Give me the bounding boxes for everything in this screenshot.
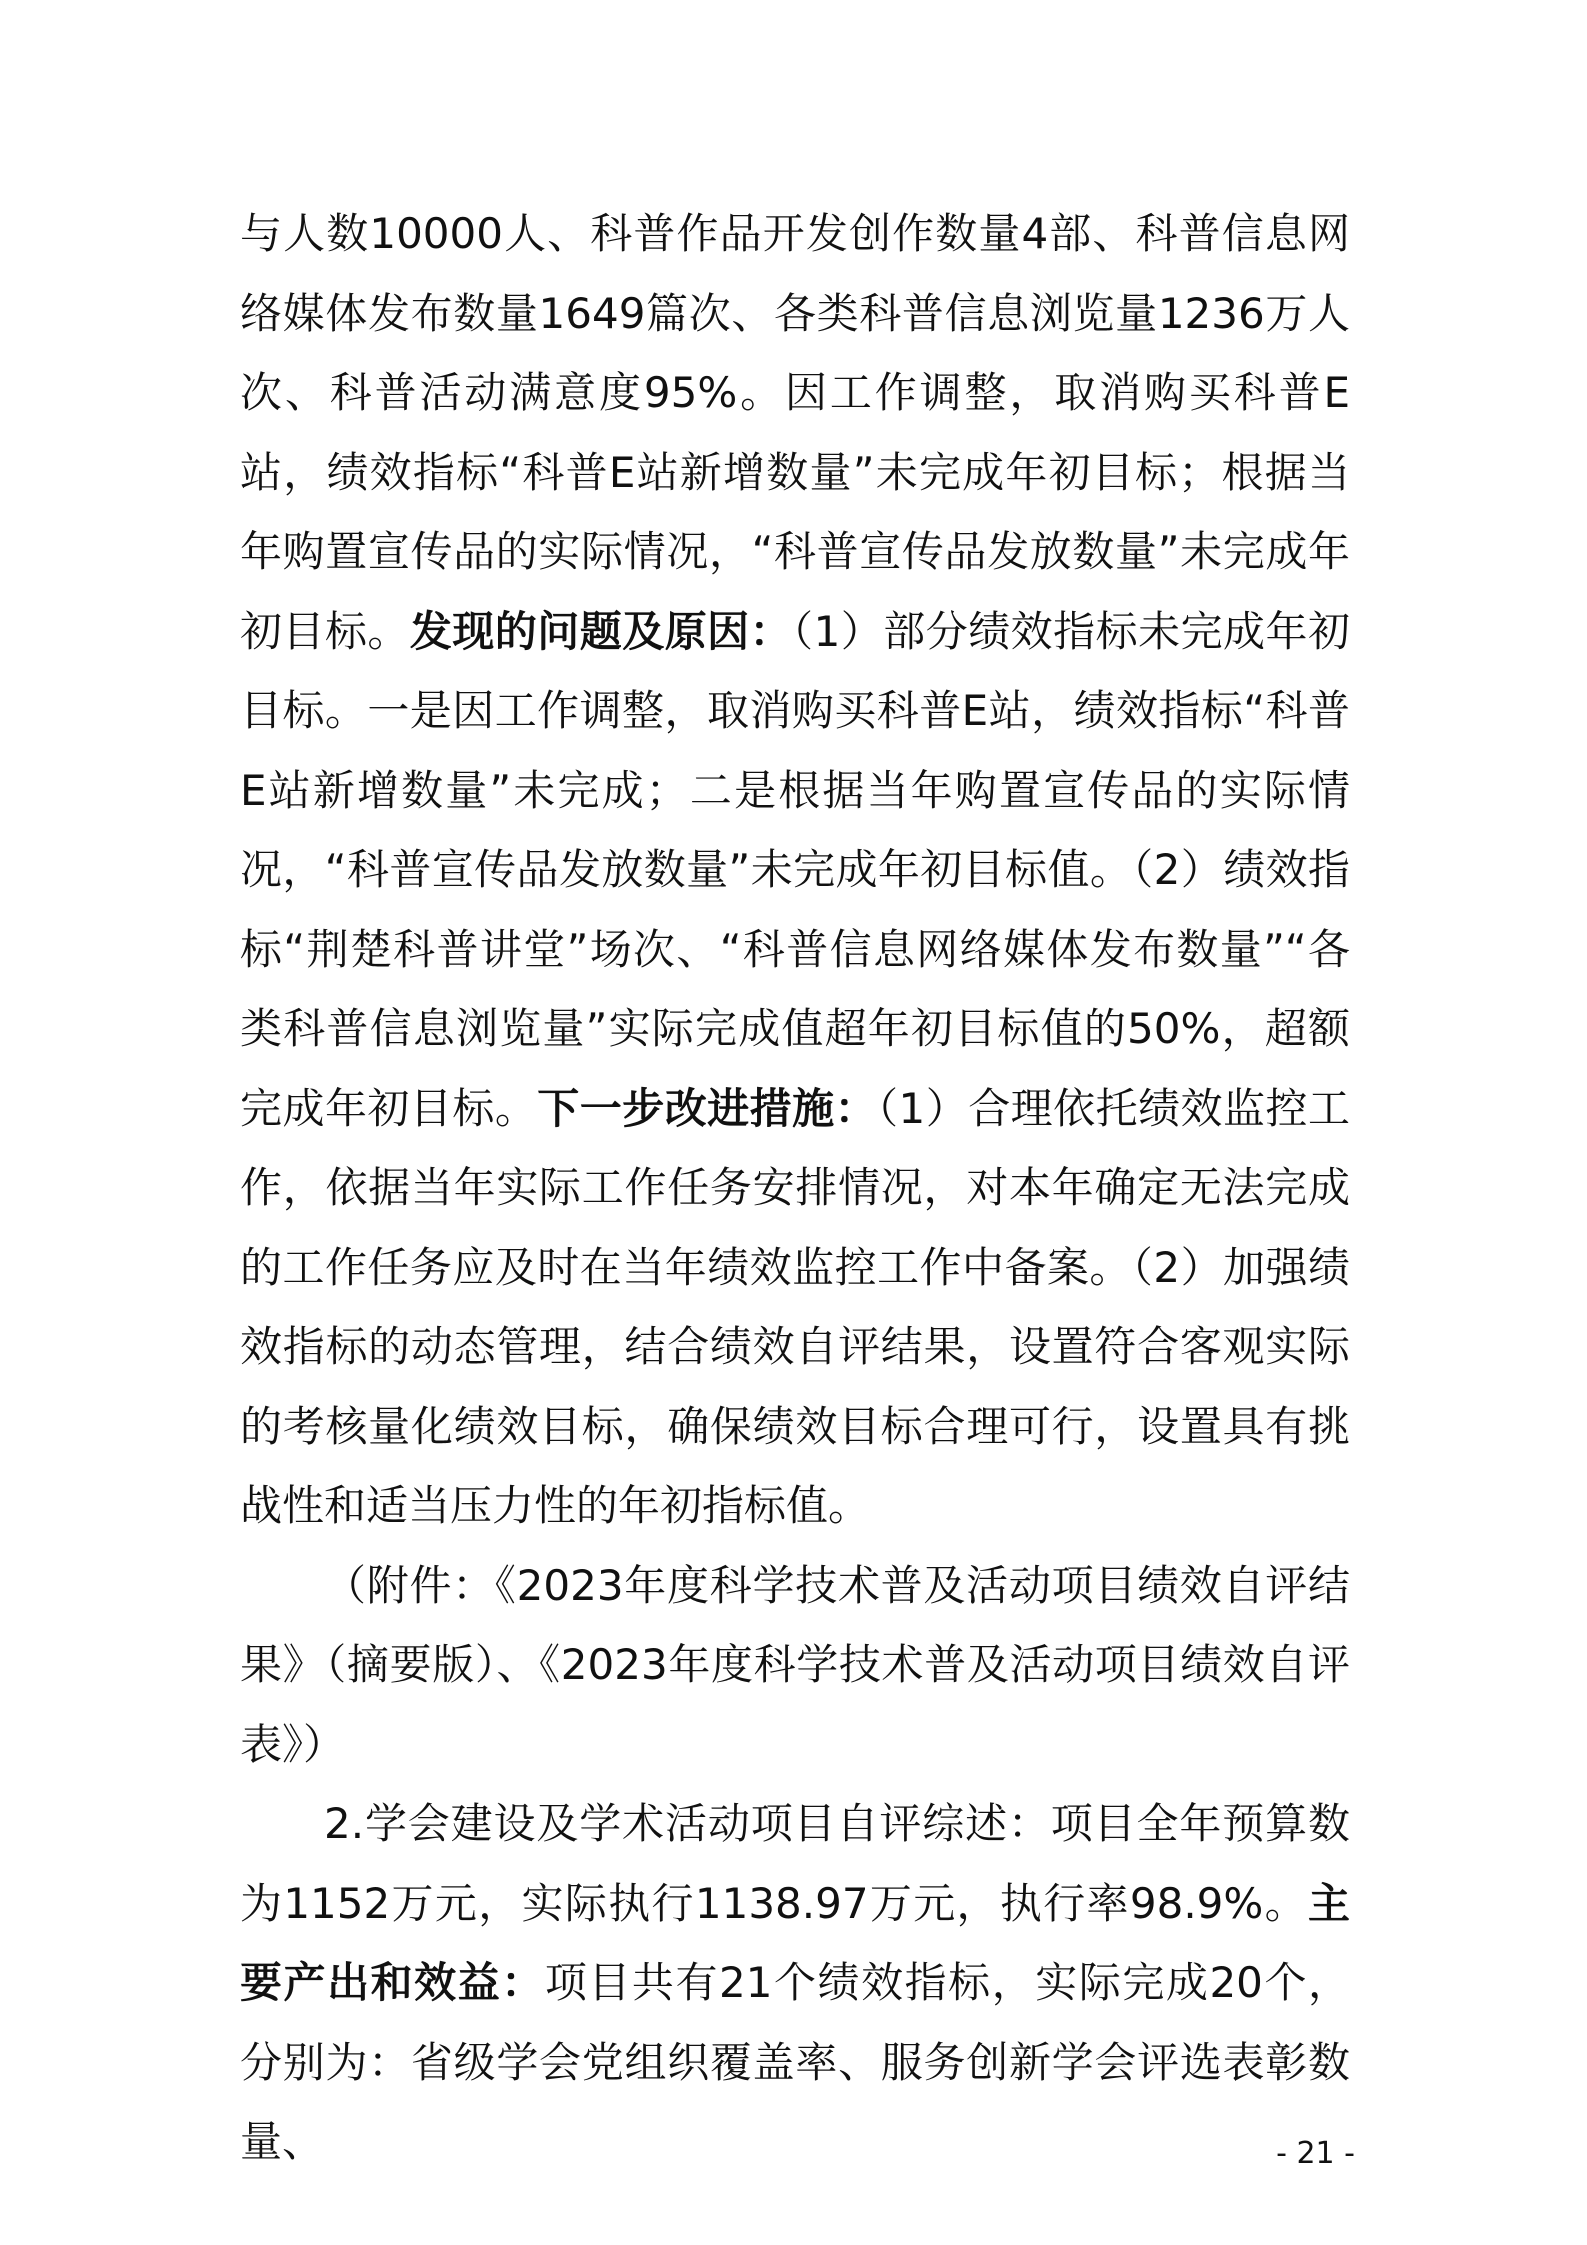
heading-problems-and-causes: 发现的问题及原因： <box>409 606 793 656</box>
heading-main-outputs: 主要产出和效益： <box>240 1878 1350 2007</box>
heading-next-steps: 下一步改进措施： <box>537 1083 878 1133</box>
paragraph-3-run-3: 项目共有21个绩效指标，实际完成20个，分别为：省级学会党组织覆盖率、服务创新学会评选表彰数量、 <box>240 1958 1350 2166</box>
paragraph-attachment <box>240 1546 1350 1785</box>
paragraph-1-run-3: （1）部分绩效指标未完成年初目标。一是因工作调整，取消购买科普E站，绩效指标“科普E站新增数量”未完成；二是根据当年购置宣传品的实际情况，“科普宣传品发放数量”未完成年初目标值。（2）绩效指标“荆楚科普讲堂”场次、“科普信息网络媒体发布数量”“各类科普信息浏览量”实际完成值超年初目标值的50%，超额完成年初目标。 <box>240 606 1350 1133</box>
paragraph-1-run-5: （1）合理依托绩效监控工作，依据当年实际工作任务安排情况，对本年确定无法完成的工作任务应及时在当年绩效监控工作中备案。（2）加强绩效指标的动态管理，结合绩效自评结果，设置符合客观实际的考核量化绩效目标，确保绩效目标合理可行，设置具有挑战性和适当压力性的年初指标值。 <box>240 1083 1350 1530</box>
paragraph-3-run-1: 2.学会建设及学术活动项目自评综述：项目全年预算数为1152万元，实际执行1138.97万元，执行率98.9%。 <box>240 1799 1350 1928</box>
paragraph-3 <box>240 1784 1350 2182</box>
paragraph-1 <box>240 194 1350 1546</box>
attachment-text: （附件：《2023年度科学技术普及活动项目绩效自评结果》（摘要版）、《2023年度科学技术普及活动项目绩效自评表》） <box>240 1560 1350 1769</box>
page-number: - 21 - <box>1276 2136 1355 2171</box>
paragraph-1-run-1: 与人数10000人、科普作品开发创作数量4部、科普信息网络媒体发布数量1649篇次、各类科普信息浏览量1236万人次、科普活动满意度95%。因工作调整，取消购买科普E站，绩效指标“科普E站新增数量”未完成年初目标；根据当年购置宣传品的实际情况，“科普宣传品发放数量”未完成年初目标。 <box>240 209 1350 656</box>
document-body <box>240 194 1350 2182</box>
